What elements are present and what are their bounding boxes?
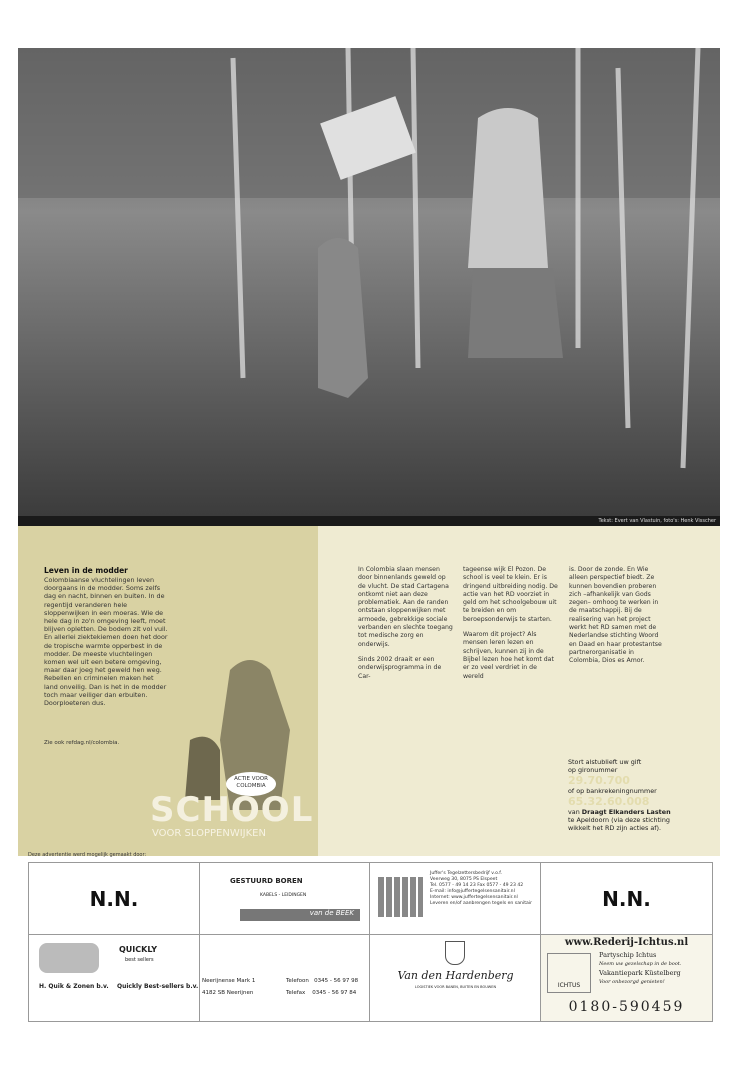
sponsor-boren[interactable] bbox=[200, 863, 370, 935]
gift-line5: wikkelt het RD zijn acties af). bbox=[568, 824, 662, 832]
sponsor-nn-1 bbox=[29, 863, 200, 935]
quik-name: H. Quik & Zonen b.v. bbox=[39, 983, 109, 990]
beek-fax: 0345 - 56 97 84 bbox=[312, 990, 357, 996]
beek-addr2: 4182 SB Neerijnen bbox=[202, 990, 254, 996]
donation-box bbox=[568, 758, 708, 832]
beek-tel: 0345 - 56 97 98 bbox=[314, 978, 359, 984]
beek-fax-label: Telefax bbox=[286, 990, 306, 996]
gift-van: van bbox=[568, 808, 580, 816]
juffer-l5: Internet: www.juffertegelsensanitair.nl bbox=[430, 895, 518, 900]
ichtus-logo: ICHTUS bbox=[547, 953, 591, 993]
gift-org: Draagt Elkanders Lasten bbox=[581, 808, 671, 816]
hardenberg-sub: LOGISTIEK VOOR BANEN, BUITEN EN BOUWEN bbox=[414, 985, 497, 989]
beek-tel-label: Telefoon bbox=[286, 978, 309, 984]
quickly-logo: QUICKLY bbox=[119, 945, 157, 954]
hardenberg-shield-icon bbox=[445, 941, 465, 965]
quickly-name: Quickly Best-sellers b.v. bbox=[117, 983, 199, 990]
juffer-l3: Tel. 0577 - 49 14 23 Fax 0577 - 49 23 42 bbox=[430, 883, 524, 888]
school-wordmark: SCHOOL bbox=[150, 790, 314, 830]
sponsor-ichtus[interactable] bbox=[541, 935, 712, 1021]
sponsor-quik[interactable] bbox=[29, 935, 200, 1021]
quik-image bbox=[39, 943, 99, 973]
sponsor-nn-2 bbox=[541, 863, 712, 935]
boren-title: GESTUURD BOREN bbox=[230, 877, 303, 885]
juffer-l2: Veerweg 30, 8075 PS Elspeet bbox=[430, 877, 498, 882]
text-column-3 bbox=[569, 566, 665, 673]
intro-title: Leven in de modder bbox=[44, 566, 128, 575]
photo-caption: Tekst: Evert van Vlastuin, foto's: Henk Visscher bbox=[598, 518, 716, 524]
nn-label-1: N.N. bbox=[89, 887, 139, 911]
col2-p2: Waarom dit project? Als mensen leren lezen en schrijven, kunnen zij in de Bijbel lezen hoe het komt dat er zo veel verdriet in de wereld bbox=[463, 631, 554, 680]
gift-line3: of op bankrekeningnummer bbox=[568, 787, 657, 795]
hardenberg-name: Van den Hardenberg bbox=[397, 969, 514, 982]
bank-number: 65.32.60.008 bbox=[568, 795, 650, 808]
beek-contact bbox=[200, 935, 370, 1021]
col3-p1: is. Door de zonde. En Wie alleen perspectief biedt. Ze kunnen bovendien proberen zich –afhankelijk van Gods zegen– omhoog te werken in de maatschappij. Bij de realisering van het project werkt het RD samen met de Nederlandse stichting Woord en Daad en haar protestantse partnerorganisatie in Colombia, Dios es Amor. bbox=[569, 566, 662, 665]
actie-badge: ACTIE VOOR COLOMBIA bbox=[226, 772, 276, 796]
tiles-icon bbox=[378, 877, 423, 917]
sponsor-hardenberg[interactable] bbox=[370, 935, 541, 1021]
ichtus-l4: Voor onbezorgd genieten! bbox=[599, 979, 665, 985]
juffer-l6: Leveren en/of aanbrengen tegels en sanitair bbox=[430, 901, 532, 906]
ichtus-l2: Neem uw gezelschap in de boot. bbox=[599, 961, 682, 967]
intro-body: Colombiaanse vluchtelingen leven doorgaans in de modder. Soms zelfs dag en nacht, binnen en buiten. In de regentijd veranderen hele sloppenwijken in een moeras. Wie de hele dag in zo'n omgeving leeft, moet blijven opletten. De bodem zit vol vuil. En allerlei ziektekiemen doen het door de tropische warmte opperbest in de modder. De meeste vluchtelingen komen wel uit een betere omgeving, maar daar joeg het geweld hen weg. Rebellen en criminelen maken het land onveilig. Dan is het in de modder toch maar veiliger dan erbuiten. Doorploeteren dus. bbox=[44, 576, 168, 708]
text-column-1 bbox=[358, 566, 454, 688]
quickly-tag: best sellers bbox=[125, 957, 154, 963]
col1-p2: Sinds 2002 draait er een onderwijsprogramma in de Car- bbox=[358, 655, 442, 680]
juffer-l1: Juffer's Tegelzettersbedrijf v.o.f. bbox=[430, 871, 503, 876]
intro-link[interactable]: Zie ook refdag.nl/colombia. bbox=[44, 740, 120, 746]
text-column-2 bbox=[463, 566, 559, 688]
col1-p1: In Colombia slaan mensen door binnenlands geweld op de vlucht. De stad Cartagena ontkomt niet aan deze problematiek. Aan de randen ontstaan sloppenwijken met armoede, gebrekkige sociale verbanden en slechte toegang tot medische zorg en onderwijs. bbox=[358, 566, 453, 648]
ichtus-phone: 0180-590459 bbox=[568, 999, 685, 1015]
boren-brand: van de BEEK bbox=[240, 909, 360, 921]
sponsor-juffer[interactable] bbox=[370, 863, 541, 935]
sponsors-heading: Deze advertentie werd mogelijk gemaakt door: bbox=[28, 852, 147, 858]
school-subtitle: VOOR SLOPPENWIJKEN bbox=[152, 828, 266, 839]
beek-addr1: Neerijnense Mark 1 bbox=[202, 978, 256, 984]
col2-p1: tageense wijk El Pozon. De school is veel te klein. Er is dringend uitbreiding nodig. De actie van het RD voorziet in geld om het schoolgebouw uit te breiden en om beroepsonderwijs te starten. bbox=[463, 566, 558, 623]
boren-sub: KABELS - LEIDINGEN bbox=[260, 893, 307, 898]
ichtus-url[interactable]: www.Rederij-Ichtus.nl bbox=[564, 937, 689, 948]
ichtus-l3: Vakantiepark Küstelberg bbox=[599, 969, 681, 977]
juffer-l4: E-mail: info@juffertegelsensanitair.nl bbox=[430, 889, 515, 894]
giro-number: 29.70.700 bbox=[568, 774, 630, 787]
gift-line2: op gironummer bbox=[568, 766, 618, 774]
gift-line1: Stort alstublieft uw gift bbox=[568, 758, 642, 766]
ichtus-l1: Partyschip Ichtus bbox=[599, 951, 657, 959]
sponsor-grid bbox=[28, 862, 713, 1022]
nn-label-2: N.N. bbox=[602, 887, 651, 911]
hero-photo bbox=[18, 48, 720, 516]
gift-line4: te Apeldoorn (via deze stichting bbox=[568, 816, 670, 824]
